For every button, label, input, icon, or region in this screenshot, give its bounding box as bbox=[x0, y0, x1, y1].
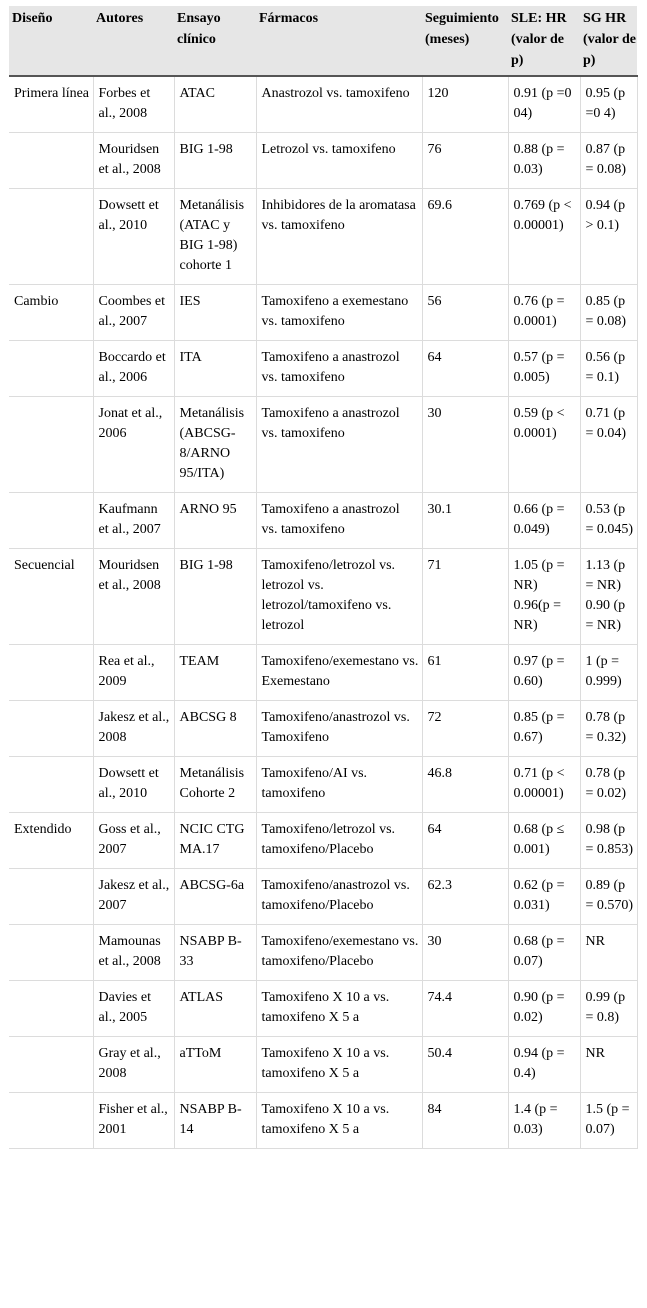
cell-seguimiento: 50.4 bbox=[422, 1037, 508, 1093]
cell-sle-hr: 0.97 (p = 0.60) bbox=[508, 645, 580, 701]
cell-sle-hr: 0.59 (p < 0.0001) bbox=[508, 397, 580, 493]
cell-sg-hr: 0.53 (p = 0.045) bbox=[580, 493, 637, 549]
cell-sg-hr: 0.89 (p = 0.570) bbox=[580, 869, 637, 925]
cell-farmacos: Tamoxifeno/anastrozol vs. tamoxifeno/Placebo bbox=[256, 869, 422, 925]
table-body bbox=[9, 76, 637, 1149]
cell-diseno bbox=[9, 397, 93, 493]
cell-ensayo: ABCSG-6a bbox=[174, 869, 256, 925]
cell-seguimiento: 74.4 bbox=[422, 981, 508, 1037]
cell-seguimiento: 71 bbox=[422, 549, 508, 645]
cell-autores: Jonat et al., 2006 bbox=[93, 397, 174, 493]
cell-farmacos: Tamoxifeno a anastrozol vs. tamoxifeno bbox=[256, 397, 422, 493]
cell-ensayo: ARNO 95 bbox=[174, 493, 256, 549]
cell-sg-hr: 0.85 (p = 0.08) bbox=[580, 285, 637, 341]
cell-seguimiento: 62.3 bbox=[422, 869, 508, 925]
cell-sle-hr: 0.94 (p = 0.4) bbox=[508, 1037, 580, 1093]
cell-ensayo: ITA bbox=[174, 341, 256, 397]
header-autores: Autores bbox=[93, 6, 174, 76]
cell-ensayo: ATLAS bbox=[174, 981, 256, 1037]
cell-autores: Mouridsen et al., 2008 bbox=[93, 133, 174, 189]
cell-ensayo: NCIC CTG MA.17 bbox=[174, 813, 256, 869]
cell-ensayo: ATAC bbox=[174, 76, 256, 133]
cell-sle-hr: 0.85 (p = 0.67) bbox=[508, 701, 580, 757]
cell-farmacos: Tamoxifeno/AI vs. tamoxifeno bbox=[256, 757, 422, 813]
cell-sg-hr: NR bbox=[580, 925, 637, 981]
cell-sle-hr: 0.91 (p =0 04) bbox=[508, 76, 580, 133]
header-row bbox=[9, 6, 637, 76]
table-row bbox=[9, 869, 637, 925]
table-row bbox=[9, 813, 637, 869]
cell-diseno: Extendido bbox=[9, 813, 93, 869]
cell-seguimiento: 84 bbox=[422, 1093, 508, 1149]
cell-autores: Dowsett et al., 2010 bbox=[93, 189, 174, 285]
table-row bbox=[9, 493, 637, 549]
cell-sg-hr: 0.94 (p > 0.1) bbox=[580, 189, 637, 285]
cell-sle-hr: 0.71 (p < 0.00001) bbox=[508, 757, 580, 813]
cell-farmacos: Tamoxifeno a exemestano vs. tamoxifeno bbox=[256, 285, 422, 341]
cell-seguimiento: 46.8 bbox=[422, 757, 508, 813]
cell-seguimiento: 69.6 bbox=[422, 189, 508, 285]
cell-seguimiento: 72 bbox=[422, 701, 508, 757]
cell-autores: Coombes et al., 2007 bbox=[93, 285, 174, 341]
cell-diseno bbox=[9, 493, 93, 549]
cell-farmacos: Tamoxifeno/exemestano vs. Exemestano bbox=[256, 645, 422, 701]
cell-seguimiento: 64 bbox=[422, 341, 508, 397]
header-farmacos: Fármacos bbox=[256, 6, 422, 76]
cell-sle-hr: 0.57 (p = 0.005) bbox=[508, 341, 580, 397]
cell-sle-hr: 0.769 (p < 0.00001) bbox=[508, 189, 580, 285]
cell-diseno bbox=[9, 133, 93, 189]
cell-farmacos: Tamoxifeno a anastrozol vs. tamoxifeno bbox=[256, 493, 422, 549]
cell-diseno: Secuencial bbox=[9, 549, 93, 645]
cell-sg-hr: 0.71 (p = 0.04) bbox=[580, 397, 637, 493]
cell-sg-hr: 0.56 (p = 0.1) bbox=[580, 341, 637, 397]
cell-ensayo: Metanálisis Cohorte 2 bbox=[174, 757, 256, 813]
cell-seguimiento: 30.1 bbox=[422, 493, 508, 549]
table-row bbox=[9, 133, 637, 189]
cell-diseno: Primera línea bbox=[9, 76, 93, 133]
table-row bbox=[9, 701, 637, 757]
cell-sg-hr: NR bbox=[580, 1037, 637, 1093]
table-row bbox=[9, 757, 637, 813]
table-row bbox=[9, 981, 637, 1037]
cell-sg-hr: 0.87 (p = 0.08) bbox=[580, 133, 637, 189]
cell-sle-hr: 0.88 (p = 0.03) bbox=[508, 133, 580, 189]
cell-sle-hr: 0.68 (p ≤ 0.001) bbox=[508, 813, 580, 869]
cell-seguimiento: 64 bbox=[422, 813, 508, 869]
cell-seguimiento: 30 bbox=[422, 925, 508, 981]
cell-diseno bbox=[9, 981, 93, 1037]
cell-farmacos: Tamoxifeno X 10 a vs. tamoxifeno X 5 a bbox=[256, 981, 422, 1037]
table-row bbox=[9, 341, 637, 397]
cell-seguimiento: 76 bbox=[422, 133, 508, 189]
cell-autores: Fisher et al., 2001 bbox=[93, 1093, 174, 1149]
table-header bbox=[9, 6, 637, 76]
cell-autores: Goss et al., 2007 bbox=[93, 813, 174, 869]
cell-ensayo: BIG 1-98 bbox=[174, 549, 256, 645]
cell-ensayo: Metanálisis (ATAC y BIG 1-98) cohorte 1 bbox=[174, 189, 256, 285]
table-row bbox=[9, 76, 637, 133]
cell-diseno: Cambio bbox=[9, 285, 93, 341]
cell-autores: Forbes et al., 2008 bbox=[93, 76, 174, 133]
cell-sle-hr: 0.62 (p = 0.031) bbox=[508, 869, 580, 925]
cell-ensayo: ABCSG 8 bbox=[174, 701, 256, 757]
header-ensayo: Ensayo clínico bbox=[174, 6, 256, 76]
cell-ensayo: aTToM bbox=[174, 1037, 256, 1093]
results-table bbox=[9, 6, 638, 1149]
cell-diseno bbox=[9, 701, 93, 757]
cell-ensayo: NSABP B-14 bbox=[174, 1093, 256, 1149]
cell-autores: Mouridsen et al., 2008 bbox=[93, 549, 174, 645]
cell-autores: Davies et al., 2005 bbox=[93, 981, 174, 1037]
header-diseno: Diseño bbox=[9, 6, 93, 76]
cell-seguimiento: 56 bbox=[422, 285, 508, 341]
cell-farmacos: Tamoxifeno X 10 a vs. tamoxifeno X 5 a bbox=[256, 1093, 422, 1149]
cell-ensayo: NSABP B-33 bbox=[174, 925, 256, 981]
cell-autores: Gray et al., 2008 bbox=[93, 1037, 174, 1093]
cell-autores: Jakesz et al., 2007 bbox=[93, 869, 174, 925]
cell-farmacos: Tamoxifeno/letrozol vs. tamoxifeno/Placebo bbox=[256, 813, 422, 869]
table-row bbox=[9, 397, 637, 493]
cell-seguimiento: 120 bbox=[422, 76, 508, 133]
cell-sle-hr: 0.76 (p = 0.0001) bbox=[508, 285, 580, 341]
cell-seguimiento: 30 bbox=[422, 397, 508, 493]
cell-farmacos: Tamoxifeno X 10 a vs. tamoxifeno X 5 a bbox=[256, 1037, 422, 1093]
cell-farmacos: Inhibidores de la aromatasa vs. tamoxifeno bbox=[256, 189, 422, 285]
cell-diseno bbox=[9, 189, 93, 285]
cell-sg-hr: 0.99 (p = 0.8) bbox=[580, 981, 637, 1037]
cell-autores: Dowsett et al., 2010 bbox=[93, 757, 174, 813]
cell-farmacos: Letrozol vs. tamoxifeno bbox=[256, 133, 422, 189]
header-sle-hr: SLE: HR (valor de p) bbox=[508, 6, 580, 76]
table-row bbox=[9, 925, 637, 981]
cell-sle-hr: 1.4 (p = 0.03) bbox=[508, 1093, 580, 1149]
cell-farmacos: Tamoxifeno a anastrozol vs. tamoxifeno bbox=[256, 341, 422, 397]
cell-ensayo: Metanálisis (ABCSG-8/ARNO 95/ITA) bbox=[174, 397, 256, 493]
header-sg-hr: SG HR (valor de p) bbox=[580, 6, 637, 76]
cell-diseno bbox=[9, 341, 93, 397]
cell-diseno bbox=[9, 1093, 93, 1149]
cell-sg-hr: 0.98 (p = 0.853) bbox=[580, 813, 637, 869]
cell-sg-hr: 1.13 (p = NR) 0.90 (p = NR) bbox=[580, 549, 637, 645]
table-row bbox=[9, 189, 637, 285]
header-seguimiento: Seguimiento (meses) bbox=[422, 6, 508, 76]
cell-diseno bbox=[9, 925, 93, 981]
cell-sle-hr: 1.05 (p = NR) 0.96(p = NR) bbox=[508, 549, 580, 645]
cell-sg-hr: 0.95 (p =0 4) bbox=[580, 76, 637, 133]
table-row bbox=[9, 1093, 637, 1149]
table-row bbox=[9, 285, 637, 341]
cell-farmacos: Tamoxifeno/anastrozol vs. Tamoxifeno bbox=[256, 701, 422, 757]
cell-autores: Boccardo et al., 2006 bbox=[93, 341, 174, 397]
cell-sle-hr: 0.68 (p = 0.07) bbox=[508, 925, 580, 981]
cell-autores: Kaufmann et al., 2007 bbox=[93, 493, 174, 549]
cell-autores: Jakesz et al., 2008 bbox=[93, 701, 174, 757]
cell-sle-hr: 0.90 (p = 0.02) bbox=[508, 981, 580, 1037]
cell-sg-hr: 1.5 (p = 0.07) bbox=[580, 1093, 637, 1149]
cell-farmacos: Anastrozol vs. tamoxifeno bbox=[256, 76, 422, 133]
cell-sg-hr: 0.78 (p = 0.32) bbox=[580, 701, 637, 757]
table-container bbox=[9, 6, 637, 1149]
cell-sle-hr: 0.66 (p = 0.049) bbox=[508, 493, 580, 549]
cell-diseno bbox=[9, 1037, 93, 1093]
cell-ensayo: BIG 1-98 bbox=[174, 133, 256, 189]
cell-seguimiento: 61 bbox=[422, 645, 508, 701]
cell-farmacos: Tamoxifeno/exemestano vs. tamoxifeno/Placebo bbox=[256, 925, 422, 981]
table-row bbox=[9, 1037, 637, 1093]
cell-sg-hr: 1 (p = 0.999) bbox=[580, 645, 637, 701]
cell-ensayo: TEAM bbox=[174, 645, 256, 701]
cell-autores: Rea et al., 2009 bbox=[93, 645, 174, 701]
cell-farmacos: Tamoxifeno/letrozol vs. letrozol vs. letrozol/tamoxifeno vs. letrozol bbox=[256, 549, 422, 645]
table-row bbox=[9, 645, 637, 701]
cell-sg-hr: 0.78 (p = 0.02) bbox=[580, 757, 637, 813]
cell-diseno bbox=[9, 757, 93, 813]
table-row bbox=[9, 549, 637, 645]
cell-autores: Mamounas et al., 2008 bbox=[93, 925, 174, 981]
cell-diseno bbox=[9, 869, 93, 925]
cell-ensayo: IES bbox=[174, 285, 256, 341]
cell-diseno bbox=[9, 645, 93, 701]
